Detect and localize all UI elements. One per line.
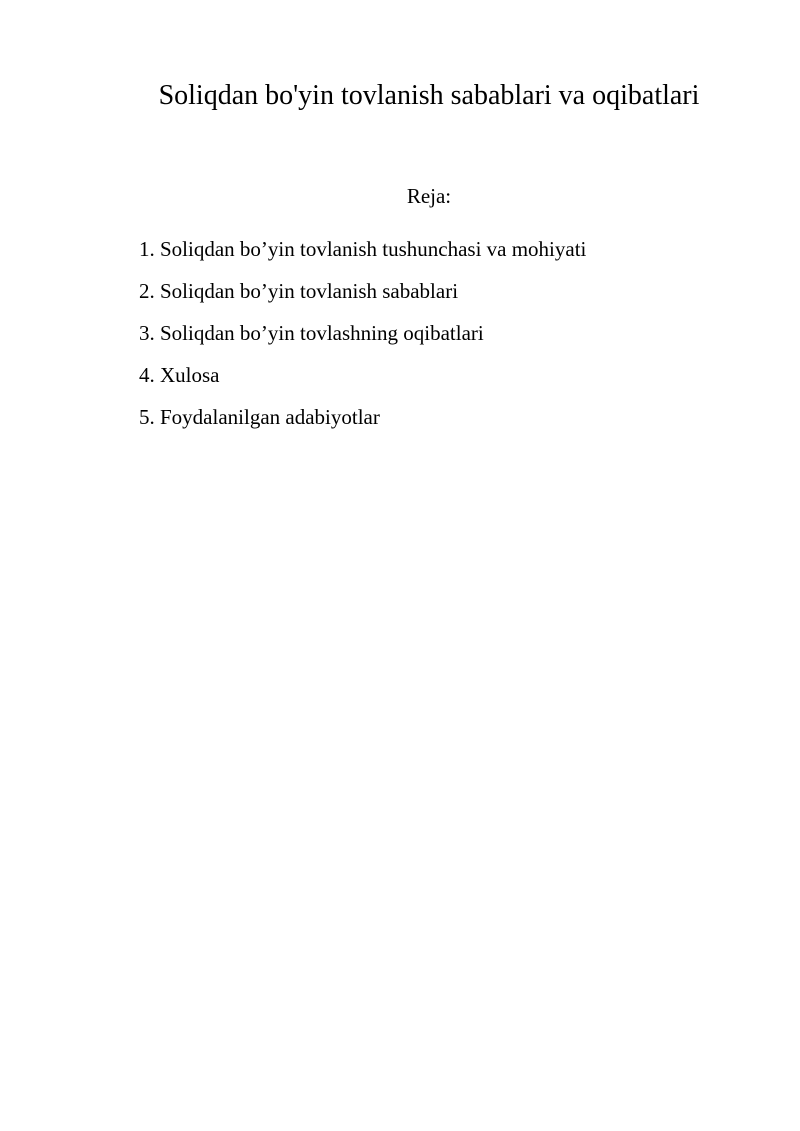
plan-item-text: Xulosa [160, 363, 220, 387]
plan-item-number: 1. [139, 237, 155, 261]
plan-item-1 [139, 235, 586, 277]
plan-heading: Reja: [406, 184, 452, 208]
plan-item-text: Foydalanilgan adabiyotlar [160, 405, 380, 429]
plan-item-4 [139, 361, 586, 403]
document-title: Soliqdan bo'yin tovlanish sabablari va oqibatlari [158, 80, 700, 111]
plan-item-text: Soliqdan bo’yin tovlanish tushunchasi va mohiyati [160, 237, 587, 261]
plan-item-text: Soliqdan bo’yin tovlanish sabablari [160, 279, 459, 303]
plan-item-number: 5. [139, 405, 155, 429]
plan-item-number: 3. [139, 321, 155, 345]
plan-item-text: Soliqdan bo’yin tovlashning oqibatlari [160, 321, 484, 345]
plan-item-3 [139, 319, 586, 361]
plan-list [139, 235, 586, 445]
plan-item-number: 4. [139, 363, 155, 387]
plan-item-2 [139, 277, 586, 319]
plan-item-number: 2. [139, 279, 155, 303]
plan-item-5 [139, 403, 586, 445]
